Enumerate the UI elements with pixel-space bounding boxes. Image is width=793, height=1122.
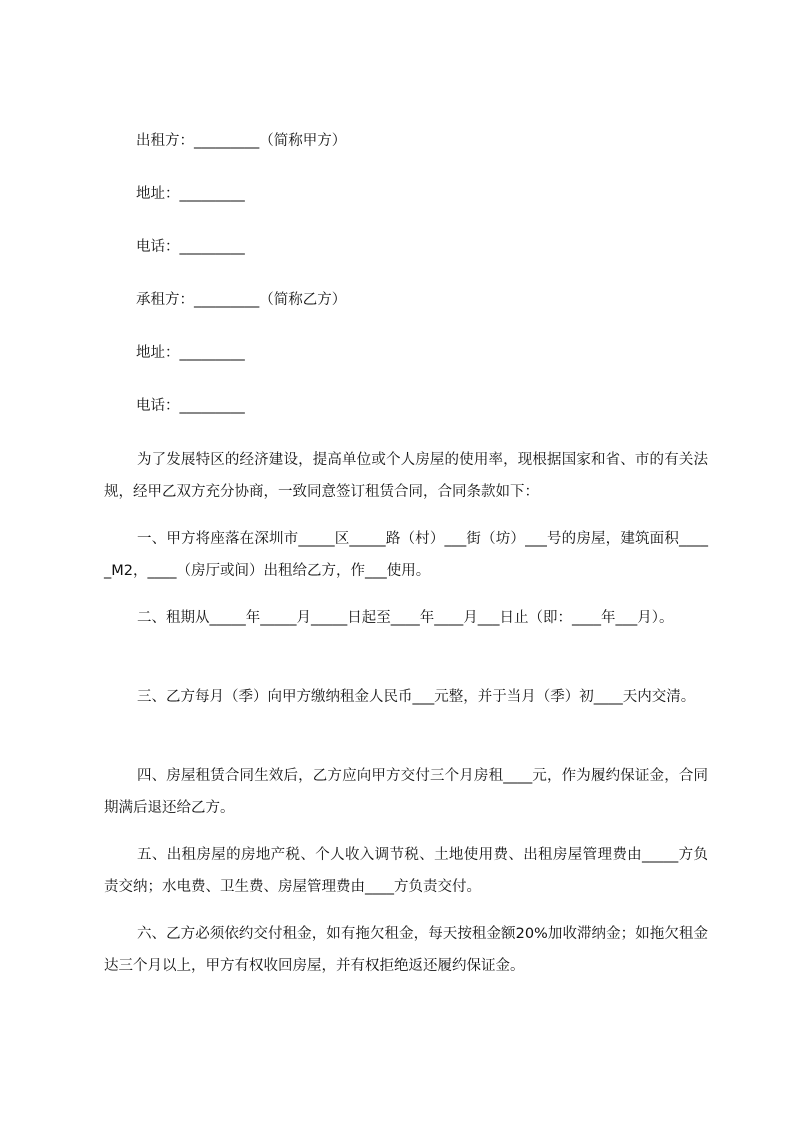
lessee-address-line: 地址：_________ [136, 345, 245, 361]
clause-6: 六、乙方必须依约交付租金，如有拖欠租金，每天按租金额20%加收滞纳金；如拖欠租金达三个月以上，甲方有权收回房屋，并有权拒绝返还履约保证金。 [104, 926, 708, 974]
lessee-line: 承租方：_________（简称乙方） [136, 292, 347, 308]
clause-4: 四、房屋租赁合同生效后，乙方应向甲方交付三个月房租____元，作为履约保证金，合同期满后退还给乙方。 [104, 768, 708, 816]
clause-3: 三、乙方每月（季）向甲方缴纳租金人民币___元整，并于当月（季）初____天内交清。 [137, 689, 696, 705]
lessor-line: 出租方：_________（简称甲方） [136, 133, 347, 149]
lessor-phone-line: 电话：_________ [136, 239, 245, 255]
clause-2: 二、租期从_____年_____月_____日起至____年____月___日止（即：____年___月）。 [137, 610, 674, 626]
clause-5: 五、出租房屋的房地产税、个人收入调节税、土地使用费、出租房屋管理费由_____方负责交纳；水电费、卫生费、房屋管理费由____方负责交付。 [104, 847, 708, 895]
lessor-address-line: 地址：_________ [136, 186, 245, 202]
clause-1: 一、甲方将座落在深圳市_____区_____路（村）___街（坊）___号的房屋，建筑面积_____M2，____（房厅或间）出租给乙方，作___使用。 [104, 531, 708, 579]
intro-paragraph: 为了发展特区的经济建设，提高单位或个人房屋的使用率，现根据国家和省、市的有关法规，经甲乙双方充分协商，一致同意签订租赁合同，合同条款如下： [104, 452, 708, 500]
lessee-phone-line: 电话：_________ [136, 398, 245, 414]
